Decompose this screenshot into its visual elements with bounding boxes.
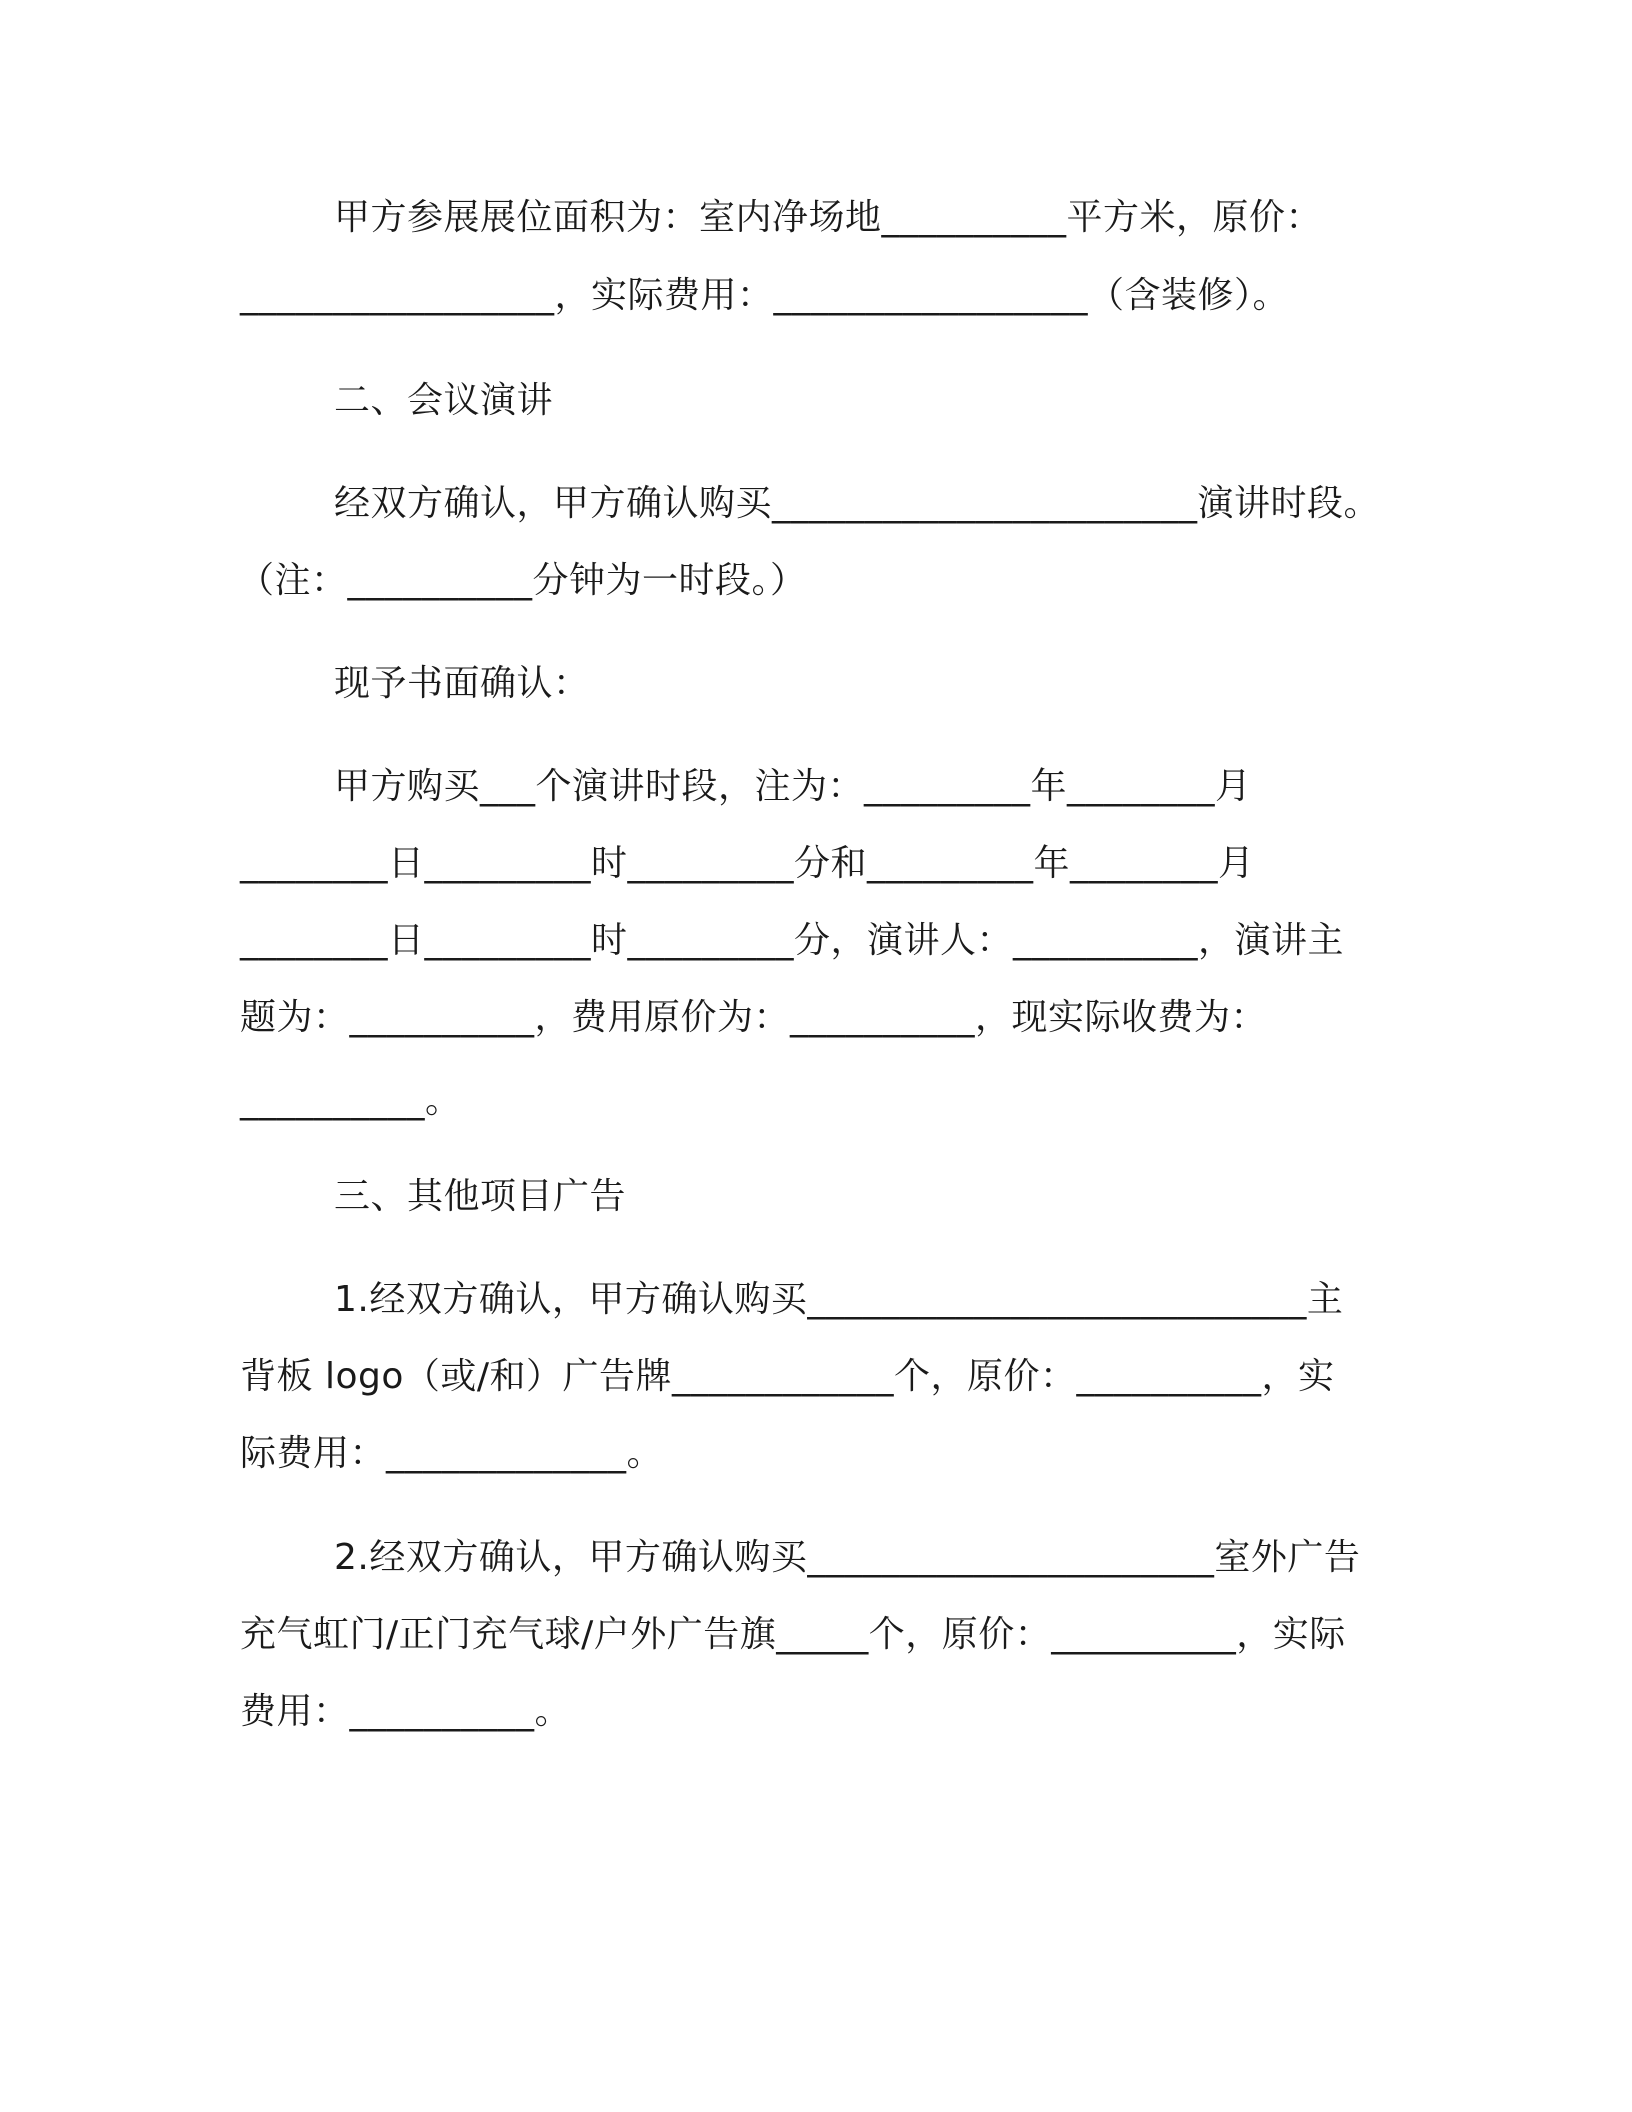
section-heading-speech: 二、会议演讲 (334, 380, 554, 421)
speech-purchase-line: 经双方确认，甲方确认购买_______________________演讲时段。 (334, 483, 1381, 524)
speech-slot-line-5: __________。 (240, 1080, 462, 1121)
ad-item-1-line-1: 1.经双方确认，甲方确认购买___________________________主 (334, 1279, 1344, 1320)
ad-item-1-line-3: 际费用：_____________。 (240, 1433, 664, 1474)
speech-slot-line-1: 甲方购买___个演讲时段，注为：_________年________月 (334, 766, 1252, 807)
speech-slot-line-2: ________日_________时_________分和_________年________月 (240, 843, 1255, 884)
speech-note-line: （注：__________分钟为一时段。） (238, 560, 807, 601)
ad-item-2-line-3: 费用：__________。 (240, 1691, 572, 1732)
speech-slot-line-3: ________日_________时_________分，演讲人：__________，演讲主 (240, 920, 1345, 961)
section-heading-ads: 三、其他项目广告 (334, 1176, 627, 1217)
booth-area-line: 甲方参展展位面积为：室内净场地__________平方米，原价： (334, 197, 1323, 238)
ad-item-1-line-2: 背板 logo（或/和）广告牌____________个，原价：__________，实 (240, 1356, 1335, 1397)
written-confirmation-label: 现予书面确认： (334, 663, 590, 704)
booth-cost-line: _________________，实际费用：_________________（含装修）。 (240, 275, 1290, 316)
ad-item-2-line-2: 充气虹门/正门充气球/户外广告旗_____个，原价：__________，实际 (240, 1614, 1346, 1655)
speech-slot-line-4: 题为：__________，费用原价为：__________，现实际收费为： (240, 997, 1268, 1038)
ad-item-2-line-1: 2.经双方确认，甲方确认购买______________________室外广告 (334, 1537, 1361, 1578)
